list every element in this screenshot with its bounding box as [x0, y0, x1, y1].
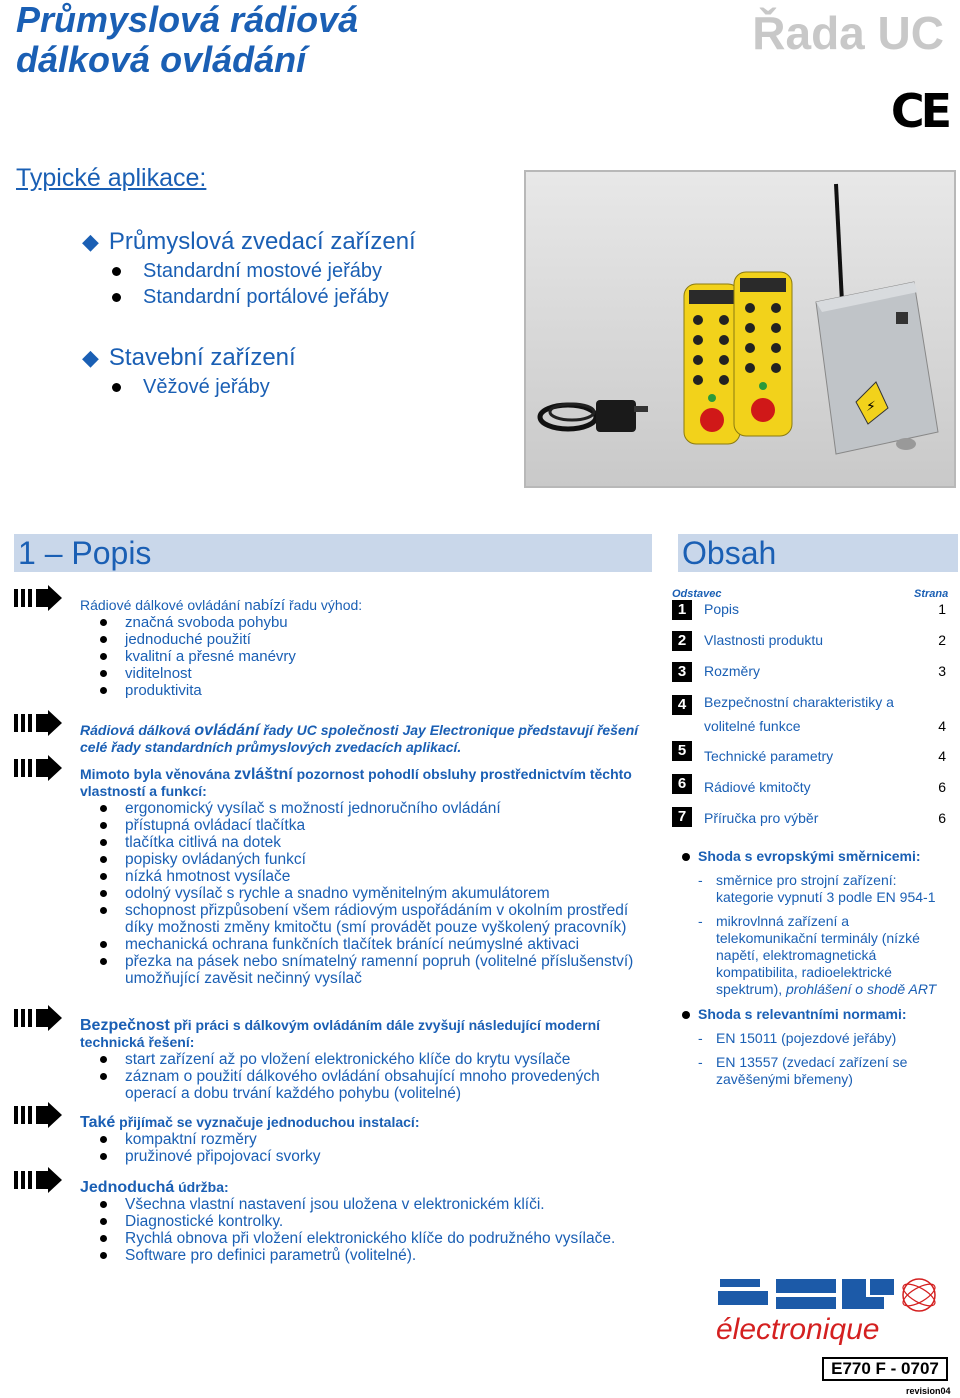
keyword: Také [80, 1114, 116, 1131]
series-name: Řada UC [752, 7, 944, 59]
list-item: přístupná ovládací tlačítka [80, 817, 640, 834]
eu-directive-item: - směrnice pro strojní zařízení: kategorie vypnutí 3 podle EN 954-1 [672, 872, 950, 906]
toc-label: Rádiové kmitočty [704, 779, 811, 795]
toc-label: Technické parametry [704, 748, 834, 764]
toc-row[interactable] [672, 693, 946, 737]
applications-heading: Typické aplikace: [16, 164, 207, 192]
application-item [112, 286, 389, 309]
toc-page: 4 [938, 718, 946, 734]
toc-label-continued: volitelné funkce [704, 718, 801, 734]
transmitter-icon [684, 284, 740, 444]
list-item: Rychlá obnova při vložení elektronického klíče do podružného vysílače. [80, 1230, 640, 1247]
application-category [82, 228, 416, 256]
toc-label: Příručka pro výběr [704, 810, 819, 826]
toc-number: 1 [672, 600, 692, 620]
application-item-label: Věžové jeřáby [143, 376, 270, 398]
text: při práci s dálkovým ovládáním dále zvyšují následující moderní technická řešení: [80, 1017, 601, 1050]
toc-row[interactable] [672, 631, 946, 653]
section-heading-obsah: Obsah [678, 534, 958, 572]
paragraph-uc-series [80, 722, 640, 756]
list-item: mechanická ochrana funkčních tlačítek bránící neúmyslné aktivaci [80, 936, 640, 953]
paragraph-safety [80, 1017, 640, 1102]
norm-item: - EN 15011 (pojezdové jeřáby) [672, 1030, 950, 1047]
text: Rádiová dálková [80, 722, 191, 738]
arrow-icon [14, 1005, 64, 1031]
arrow-icon [14, 710, 64, 736]
logo-text: électronique [716, 1313, 880, 1346]
text: přijímač se vyznačuje jednoduchou instalací: [119, 1114, 420, 1130]
toc-number: 2 [672, 631, 692, 651]
application-item [112, 376, 270, 399]
arrow-icon [14, 755, 64, 781]
receiver-list [80, 1131, 640, 1165]
list-item: přezka na pásek nebo snímatelný ramenní popruh (volitelné příslušenství) umožňující zavěsit nečinný vysílač [80, 953, 640, 987]
toc-column-section: Odstavec [672, 588, 722, 600]
list-item: Všechna vlastní nastavení jsou uložena v elektronickém klíči. [80, 1196, 640, 1213]
product-illustration [526, 172, 954, 486]
toc-label: Rozměry [704, 663, 761, 679]
toc-number: 3 [672, 662, 692, 682]
paragraph-maintenance [80, 1179, 640, 1264]
toc-number: 5 [672, 741, 692, 761]
svg-text:⚡: ⚡ [866, 399, 876, 415]
transmitter-icon [734, 272, 792, 436]
advantages-list [80, 614, 640, 699]
toc-label: Vlastnosti produktu [704, 632, 824, 648]
toc-page: 6 [938, 810, 946, 826]
list-item: značná svoboda pohybu [80, 614, 640, 631]
revision-label: revision04 [906, 1386, 951, 1396]
ce-mark-icon: CE [890, 84, 948, 138]
arrow-icon [14, 1167, 64, 1193]
toc-page: 6 [938, 779, 946, 795]
toc-number: 4 [672, 695, 692, 715]
toc-row[interactable] [672, 600, 946, 622]
list-item: produktivita [80, 682, 640, 699]
category-label: Průmyslová zvedací zařízení [108, 228, 416, 255]
paragraph-comfort [80, 766, 640, 987]
toc-page: 1 [938, 601, 946, 617]
paragraph-receiver [80, 1114, 640, 1165]
jay-electronique-logo [714, 1275, 952, 1347]
diamond-bullet-icon: ◆ [82, 345, 99, 370]
document-number: E770 F - 0707 [822, 1357, 948, 1381]
toc-page: 2 [938, 632, 946, 648]
list-item: schopnost přizpůsobení všem rádiovým uspořádáním v okolním prostředí díky možnosti změny kmitočtu (smí provádět pouze vyškolený pracovník) [80, 902, 640, 936]
standards-block [672, 848, 950, 1088]
list-item: start zařízení až po vložení elektronického klíče do krytu vysílače [80, 1051, 640, 1068]
keyword: zvláštní [234, 766, 293, 783]
safety-list [80, 1051, 640, 1102]
toc-page: 4 [938, 748, 946, 764]
list-item: kompaktní rozměry [80, 1131, 640, 1148]
text: prohlášení o shodě ART [786, 981, 937, 997]
list-item: Diagnostické kontrolky. [80, 1213, 640, 1230]
maintenance-list [80, 1196, 640, 1264]
arrow-icon [14, 585, 64, 611]
text: řadu výhod: [289, 597, 363, 613]
toc-label: Popis [704, 601, 740, 617]
list-item: odolný vysílač s rychle a snadno vyměnitelným akumulátorem [80, 885, 640, 902]
keyword: ovládání [194, 722, 260, 739]
diamond-bullet-icon: ◆ [82, 229, 99, 254]
toc-number: 7 [672, 807, 692, 827]
application-category [82, 344, 296, 372]
text: Mimoto byla věnována [80, 766, 231, 782]
text: Rádiové dálkové ovládání [80, 597, 241, 613]
toc-row[interactable] [672, 774, 946, 796]
list-item: tlačítka citlivá na dotek [80, 834, 640, 851]
text: pozornost pohodlí obsluhy prostřednictvím těchto vlastností a funkcí: [80, 766, 632, 799]
arrow-icon [14, 1102, 64, 1128]
application-item-label: Standardní portálové jeřáby [143, 286, 389, 308]
eu-directive-item [672, 913, 950, 998]
bullet-icon [112, 267, 121, 276]
list-item: záznam o použití dálkového ovládání obsahující mnoho provedených operací a dobu trvání každého pohybu (volitelné) [80, 1068, 640, 1102]
toc-row[interactable] [672, 807, 946, 829]
product-photo [524, 170, 956, 488]
list-item: nízká hmotnost vysílače [80, 868, 640, 885]
toc-number: 6 [672, 774, 692, 794]
title-line-1: Průmyslová rádiová [16, 0, 359, 40]
list-item: kvalitní a přesné manévry [80, 648, 640, 665]
title-line-2: dálková ovládání [16, 39, 307, 80]
list-item: pružinové připojovací svorky [80, 1148, 640, 1165]
norms-heading: Shoda s relevantními normami: [672, 1006, 950, 1023]
bullet-icon [112, 293, 121, 302]
toc-page: 3 [938, 663, 946, 679]
category-label: Stavební zařízení [108, 344, 296, 371]
section-heading-popis: 1 – Popis [14, 534, 652, 572]
eu-directives-heading: Shoda s evropskými směrnicemi: [672, 848, 950, 865]
keyword: Bezpečnost [80, 1017, 170, 1034]
toc-column-page: Strana [914, 588, 949, 600]
norm-item: - EN 13557 (zvedací zařízení se zavěšenými břemeny) [672, 1054, 950, 1088]
list-item: viditelnost [80, 665, 640, 682]
keyword: Jednoduchá [80, 1179, 175, 1196]
list-item: jednoduché použití [80, 631, 640, 648]
text: řady UC společnosti Jay Electronique představují řešení celé řady standardních průmyslových zvedacích aplikací. [80, 722, 639, 755]
document-title [16, 0, 358, 80]
application-item-label: Standardní mostové jeřáby [143, 260, 383, 282]
toc-row[interactable] [672, 662, 946, 684]
keyword: nabízí [244, 597, 286, 614]
application-item [112, 260, 382, 283]
text: údržba: [178, 1179, 229, 1195]
list-item: popisky ovládaných funkcí [80, 851, 640, 868]
toc-label: Bezpečnostní charakteristiky a [704, 694, 894, 710]
bullet-icon [112, 383, 121, 392]
toc-row[interactable] [672, 741, 946, 763]
comfort-list [80, 800, 640, 987]
text: mikrovlnná zařízení a telekomunikační terminály (nízké napětí, elektromagnetická kompatibilita, radioelektrické spektrum), [716, 913, 920, 997]
list-item: ergonomický vysílač s možností jednoručního ovládání [80, 800, 640, 817]
paragraph-advantages [80, 597, 640, 699]
list-item: Software pro definici parametrů (volitelné). [80, 1247, 640, 1264]
